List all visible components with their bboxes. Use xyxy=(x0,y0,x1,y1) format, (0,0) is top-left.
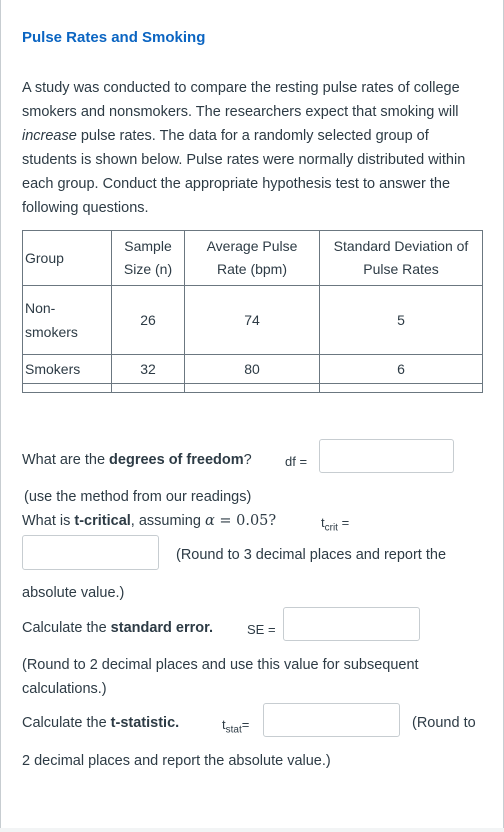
cell-sd: 5 xyxy=(320,286,483,355)
intro-text-1: A study was conducted to compare the resting pulse rates of college smokers and nonsmokers. The researchers expect that smoking will xyxy=(22,80,460,120)
tcrit-label-t: t xyxy=(321,515,325,530)
cell-group-line1: Non- xyxy=(25,300,56,316)
se-question-bold: standard error. xyxy=(110,620,214,636)
se-note-line2: calculations.) xyxy=(22,681,107,697)
table-spacer-row xyxy=(23,384,483,393)
spacer-cell xyxy=(112,384,185,393)
tstat-note-line2: 2 decimal places and report the absolute value.) xyxy=(22,753,331,769)
tstat-question-bold: t-statistic. xyxy=(110,715,180,731)
spacer-cell xyxy=(185,384,320,393)
cell-group-line2: smokers xyxy=(25,324,78,340)
se-question-prefix: Calculate the xyxy=(22,620,111,636)
se-question xyxy=(22,620,213,636)
tcrit-question xyxy=(22,513,276,529)
table-row xyxy=(23,286,483,355)
tcrit-question-bold: t-critical xyxy=(74,513,131,529)
header-sd-line2: Pulse Rates xyxy=(363,261,439,277)
df-question xyxy=(22,452,252,468)
df-question-bold: degrees of freedom xyxy=(109,452,244,468)
cell-group xyxy=(23,286,112,355)
tcrit-label xyxy=(321,515,349,534)
tstat-label xyxy=(222,717,249,736)
tstat-question xyxy=(22,715,179,731)
df-label: df = xyxy=(285,454,308,469)
cell-group: Smokers xyxy=(23,355,112,384)
cell-avg: 80 xyxy=(185,355,320,384)
header-average-pulse xyxy=(185,231,320,286)
bottom-divider xyxy=(0,828,504,832)
tcrit-input[interactable] xyxy=(22,535,159,570)
se-note-line1: (Round to 2 decimal places and use this value for subsequent xyxy=(22,657,419,673)
header-std-dev xyxy=(320,231,483,286)
tstat-label-sub: stat xyxy=(225,724,242,736)
df-note: (use the method from our readings) xyxy=(24,489,252,505)
header-sd-line1: Standard Deviation of xyxy=(333,238,469,254)
page-title: Pulse Rates and Smoking xyxy=(22,29,206,46)
tstat-input[interactable] xyxy=(263,703,400,737)
se-label: SE = xyxy=(247,622,276,637)
cell-sd: 6 xyxy=(320,355,483,384)
alpha-symbol: α xyxy=(204,513,215,529)
tcrit-question-middle: , assuming xyxy=(130,513,205,529)
intro-emphasis: increase xyxy=(22,128,77,144)
header-sample-size xyxy=(112,231,185,286)
df-input[interactable] xyxy=(319,439,454,473)
tstat-label-t: t xyxy=(222,717,226,732)
alpha-value: = 0.05? xyxy=(214,513,277,529)
tcrit-note-line1: (Round to 3 decimal places and report the xyxy=(176,547,447,563)
df-question-prefix: What are the xyxy=(22,452,110,468)
intro-text-2: pulse rates. The data for a randomly selected group of students is shown below. Pulse rates were normally distributed within each group. Conduct the appropriate hypothesis test to answer the following questions. xyxy=(22,128,466,216)
tstat-label-eq: = xyxy=(241,717,250,732)
spacer-cell xyxy=(320,384,483,393)
tcrit-note-line2: absolute value.) xyxy=(22,585,125,601)
intro-paragraph xyxy=(22,76,482,220)
header-avg-line2: Rate (bpm) xyxy=(216,261,288,277)
cell-n: 26 xyxy=(112,286,185,355)
se-input[interactable] xyxy=(283,607,420,641)
spacer-cell xyxy=(23,384,112,393)
table-header-row xyxy=(23,231,483,286)
table-row xyxy=(23,355,483,384)
tstat-question-prefix: Calculate the xyxy=(22,715,111,731)
header-avg-line1: Average Pulse xyxy=(206,238,298,254)
df-question-suffix: ? xyxy=(243,452,252,468)
cell-n: 32 xyxy=(112,355,185,384)
cell-avg: 74 xyxy=(185,286,320,355)
tstat-note-line1: (Round to xyxy=(412,715,476,731)
header-sample-line1: Sample xyxy=(124,238,172,254)
header-group: Group xyxy=(23,231,112,286)
tcrit-label-eq: = xyxy=(337,515,350,530)
data-table xyxy=(22,230,483,393)
header-sample-line2: Size (n) xyxy=(123,261,173,277)
tcrit-question-prefix: What is xyxy=(22,513,75,529)
tcrit-label-sub: crit xyxy=(324,522,338,534)
